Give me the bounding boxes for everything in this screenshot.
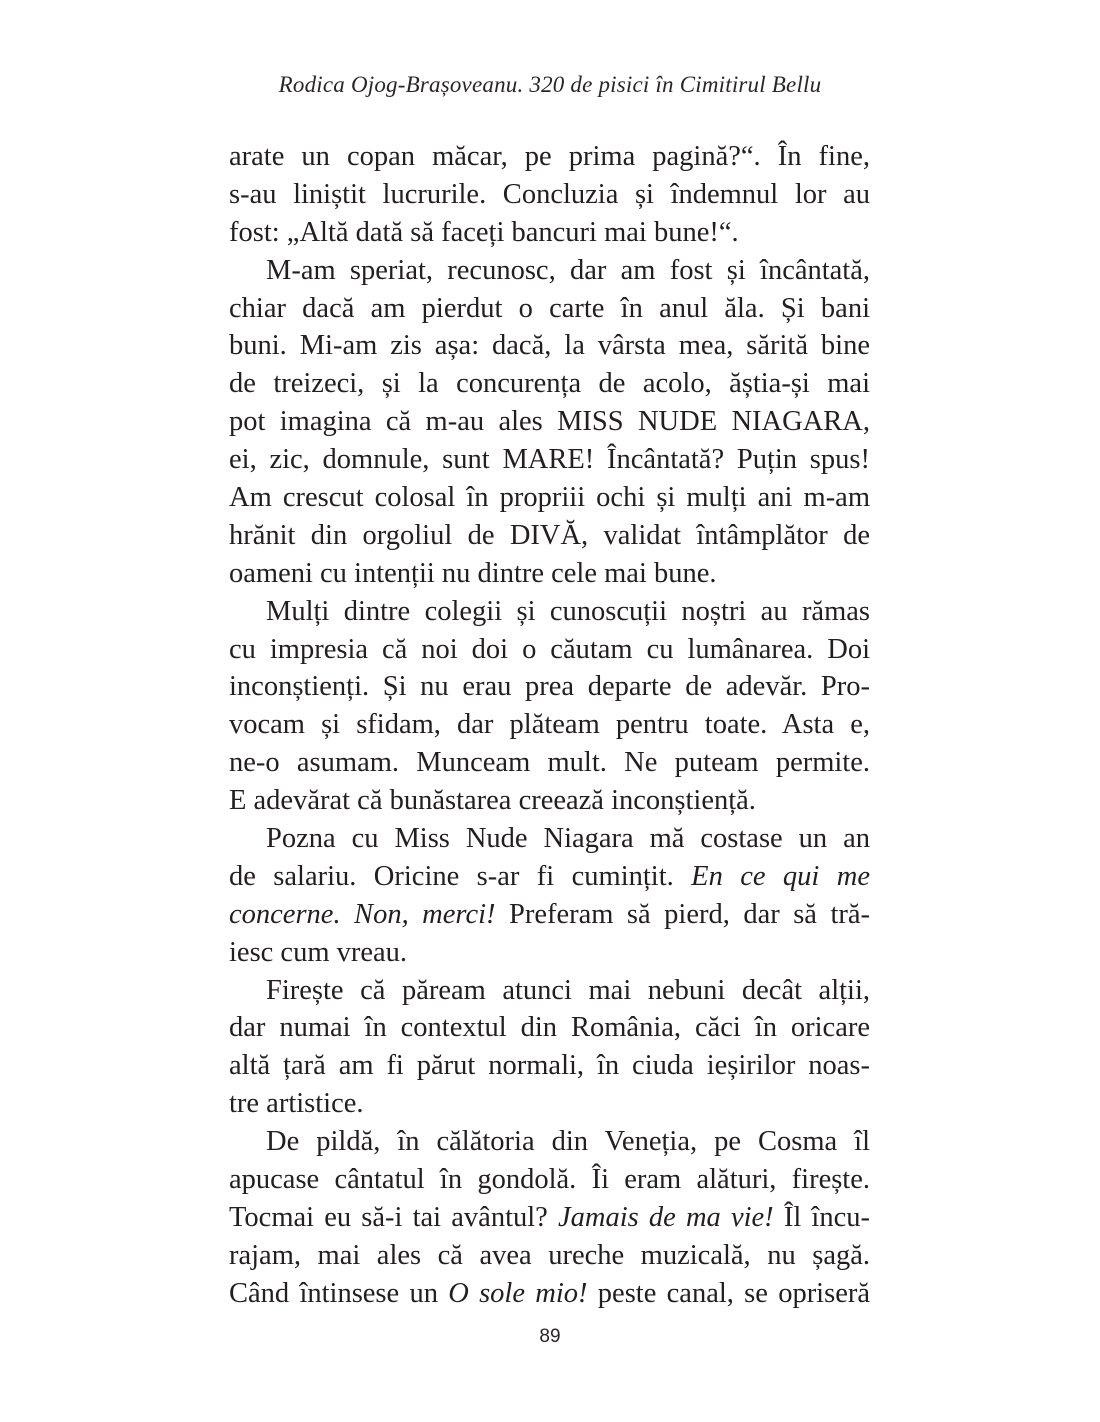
text-line: [229, 934, 870, 972]
text-run: peste canal, se opriseră: [587, 1277, 870, 1309]
text-run: de salariu. Oricine s-ar fi cumințit.: [229, 860, 692, 892]
paragraph: [229, 138, 870, 252]
text-line: [229, 327, 870, 365]
italic-phrase: O sole mio!: [448, 1277, 588, 1309]
italic-phrase: En ce qui me: [691, 860, 870, 892]
text-line: [229, 593, 870, 631]
text-line: [229, 441, 870, 479]
text-run: Când întinsese un: [229, 1277, 449, 1309]
text-run: Tocmai eu să-i tai avântul?: [229, 1201, 558, 1233]
text-line: [229, 214, 870, 252]
text-run: Firește că păream atunci mai nebuni decât alții,: [266, 974, 870, 1006]
text-line: [229, 858, 870, 896]
text-run: Pozna cu Miss Nude Niagara mă costase un an: [266, 823, 870, 855]
text-run: oameni cu intenții nu dintre cele mai bune.: [229, 557, 717, 589]
text-line: [229, 555, 870, 593]
text-run: dar numai în contextul din România, căci în oricare: [229, 1012, 870, 1044]
text-run: vocam și sfidam, dar plăteam pentru toate. Asta e,: [229, 709, 870, 741]
text-run: ei, zic, domnule, sunt MARE! Încântată? Puțin spus!: [229, 444, 870, 476]
text-run: Îl încu-: [773, 1201, 870, 1233]
italic-phrase: concerne. Non, merci!: [229, 898, 496, 930]
text-run: tre artistice.: [229, 1088, 364, 1120]
text-run: iesc cum vreau.: [229, 936, 408, 968]
italic-phrase: Jamais de ma vie!: [557, 1201, 774, 1233]
text-run: hrănit din orgoliul de DIVĂ, validat întâmplător de: [229, 519, 870, 551]
text-run: Preferam să pierd, dar să tră-: [495, 898, 871, 930]
text-line: [229, 1237, 870, 1275]
running-header: Rodica Ojog-Brașoveanu. 320 de pisici în Cimitirul Bellu: [278, 72, 822, 97]
text-line: [229, 972, 870, 1010]
text-line: [229, 896, 870, 934]
text-line: [229, 820, 870, 858]
text-line: [229, 479, 870, 517]
text-run: buni. Mi-am zis așa: dacă, la vârsta mea, sărită bine: [229, 330, 870, 362]
text-run: pot imagina că m-au ales MISS NUDE NIAGARA,: [229, 406, 870, 438]
text-line: [229, 1085, 870, 1123]
text-run: cu impresia că noi doi o căutam cu lumânarea. Doi: [229, 633, 870, 665]
text-line: [229, 252, 870, 290]
paragraph: [229, 820, 870, 972]
text-line: [229, 782, 870, 820]
paragraph: [229, 1123, 870, 1312]
text-run: s-au liniștit lucrurile. Concluzia și îndemnul lor au: [229, 178, 870, 210]
text-line: [229, 365, 870, 403]
text-run: M-am speriat, recunosc, dar am fost și încântată,: [266, 254, 870, 286]
text-line: [229, 1161, 870, 1199]
text-run: fost: „Altă dată să faceți bancuri mai bune!“.: [229, 216, 739, 248]
page-number: 89: [539, 1326, 561, 1347]
text-line: [229, 744, 870, 782]
text-run: rajam, mai ales că avea ureche muzicală, nu șagă.: [229, 1239, 870, 1271]
body-text: [229, 138, 870, 1313]
text-line: [229, 1275, 870, 1313]
text-run: chiar dacă am pierdut o carte în anul ăla. Și bani: [229, 292, 870, 324]
text-line: [229, 290, 870, 328]
text-line: [229, 1047, 870, 1085]
text-run: De pildă, în călătoria din Veneția, pe Cosma îl: [266, 1126, 870, 1158]
text-run: apucase cântatul în gondolă. Îi eram alături, firește.: [229, 1164, 870, 1196]
text-line: [229, 176, 870, 214]
text-line: [229, 1123, 870, 1161]
text-line: [229, 403, 870, 441]
text-run: inconștienți. Și nu erau prea departe de adevăr. Pro-: [229, 671, 870, 703]
text-run: E adevărat că bunăstarea creează inconștiență.: [229, 785, 756, 817]
text-line: [229, 706, 870, 744]
paragraph: [229, 593, 870, 820]
text-run: ne-o asumam. Munceam mult. Ne puteam permite.: [229, 747, 870, 779]
text-line: [229, 138, 870, 176]
paragraph: [229, 972, 870, 1124]
paragraph: [229, 252, 870, 593]
text-run: de treizeci, și la concurența de acolo, ăștia-și mai: [229, 368, 870, 400]
text-line: [229, 631, 870, 669]
text-line: [229, 1009, 870, 1047]
text-run: altă țară am fi părut normali, în ciuda ieșirilor noas-: [229, 1050, 870, 1082]
text-run: arate un copan măcar, pe prima pagină?“. În fine,: [229, 141, 870, 172]
text-line: [229, 1199, 870, 1237]
text-run: Am crescut colosal în propriii ochi și mulți ani m-am: [229, 482, 870, 514]
text-run: Mulți dintre colegii și cunoscuții noștri au rămas: [266, 595, 870, 627]
text-line: [229, 517, 870, 555]
text-line: [229, 668, 870, 706]
